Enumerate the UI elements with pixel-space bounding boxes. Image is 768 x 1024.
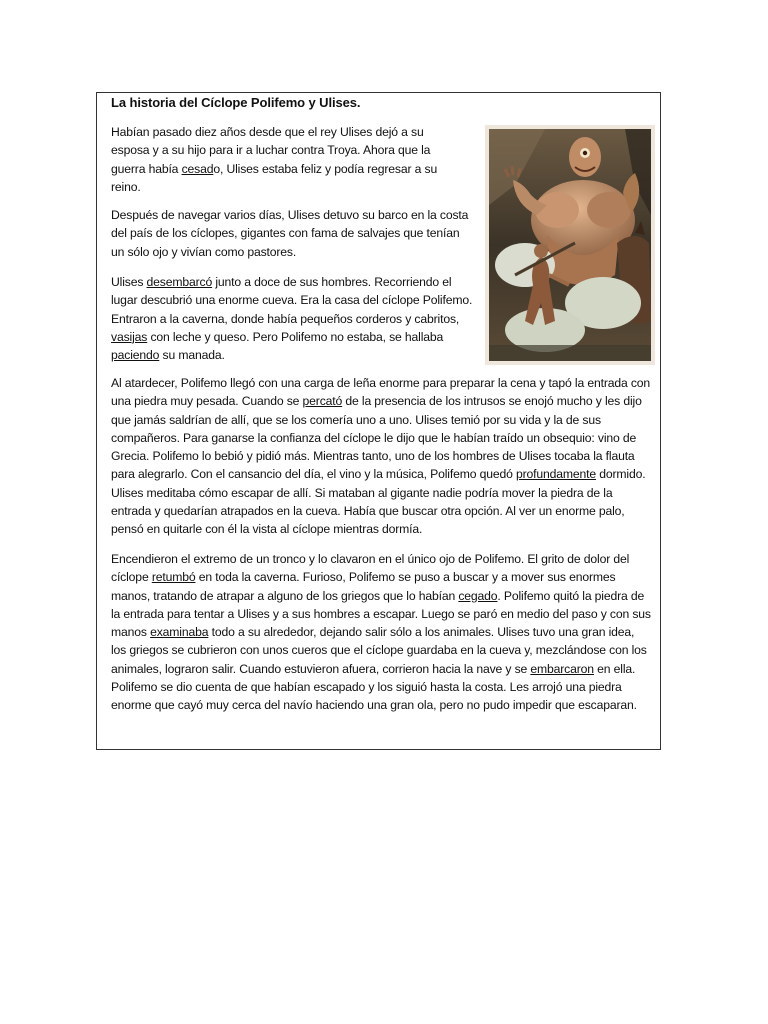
vocab-word-cegado: cegado: [458, 588, 498, 603]
paragraph-1: Habían pasado diez años desde que el rey Ulises dejó a su esposa y a su hijo para ir a luchar contra Troya. Ahora que la guerra había cesado, Ulises estaba feliz y podía regresar a su reino.: [111, 125, 438, 194]
vocab-word-desembarco: desembarcó: [146, 275, 213, 289]
paragraph-4: Al atardecer, Polifemo llegó con una carga de leña enorme para preparar la cena y tapó la entrada con una piedra muy pesada. Cuando se percató de la presencia de los intrusos se enojó mucho y les dijo que jamás saldrían de allí, que se los comería uno a uno. Ulises temió por su vida y la de sus compañeros. Para ganarse la confianza del cíclope le dijo que le habían traído un obsequio: vino de Grecia. Polifemo lo bebió y pidió más. Mientras tanto, uno de los hombres de Ulises tocaba la flauta para alegrarlo. Con el cansancio del día, el vino y la música, Polifemo quedó profundamente dormido. Ulises meditaba cómo escapar de allí. Si mataban al gigante nadie podría mover la piedra de la entrada y quedarían atrapados en la cueva. Había que buscar otra opción. Al ver un enorme palo, pensó en quitarle con él la vista al cíclope mientras dormía.: [111, 376, 651, 537]
paragraph-2: Después de navegar varios días, Ulises detuvo su barco en la costa del país de los cíclopes, gigantes con fama de salvajes que tenían un sólo ojo y vivían como pastores.: [111, 208, 469, 259]
paragraph-3: Ulises desembarcó junto a doce de sus hombres. Recorriendo el lugar descubrió una enorme cueva. Era la casa del cíclope Polifemo. Entraron a la caverna, donde había pequeños corderos y cabritos, vasijas con leche y queso. Pero Polifemo no estaba, se hallaba paciendo su manada.: [111, 275, 473, 363]
story-title: La historia del Cíclope Polifemo y Ulises.: [111, 95, 361, 110]
vocab-word-profundamente: profundamente: [515, 467, 596, 482]
story-worksheet: [96, 92, 661, 750]
vocab-word-examinaba: examinaba: [150, 625, 209, 640]
cyclops-illustration: [485, 125, 655, 365]
vocab-word-percato: percató: [302, 394, 343, 409]
vocab-word-vasijas: vasijas: [111, 329, 148, 344]
vocab-word-embarcaron: embarcaron: [530, 661, 594, 676]
vocab-word-retumbo: retumbó: [151, 570, 196, 585]
paragraph-5: Encendieron el extremo de un tronco y lo clavaron en el único ojo de Polifemo. El grito de dolor del cíclope retumbó en toda la caverna. Furioso, Polifemo se puso a buscar y a mover sus enormes manos, tratando de atrapar a alguno de los griegos que lo habían cegado. Polifemo quitó la piedra de la entrada para tentar a Ulises y a sus hombres a escapar. Luego se paró en medio del paso y con sus manos examinaba todo a su alrededor, dejando salir sólo a los animales. Ulises tuvo una gran idea, los griegos se cubrieron con unos cueros que el cíclope guardaba en la cueva y, mezclándose con los animales, lograron salir. Cuando estuvieron afuera, corrieron hacia la nave y se embarcaron en ella. Polifemo se dio cuenta de que habían escapado y los siguió hasta la costa. Les arrojó una piedra enorme que cayó muy cerca del navío haciendo una gran ola, pero no pudo impedir que escaparan.: [111, 552, 651, 713]
vocab-word-cesado: cesad: [181, 161, 214, 176]
vocab-word-paciendo: paciendo: [111, 348, 160, 363]
